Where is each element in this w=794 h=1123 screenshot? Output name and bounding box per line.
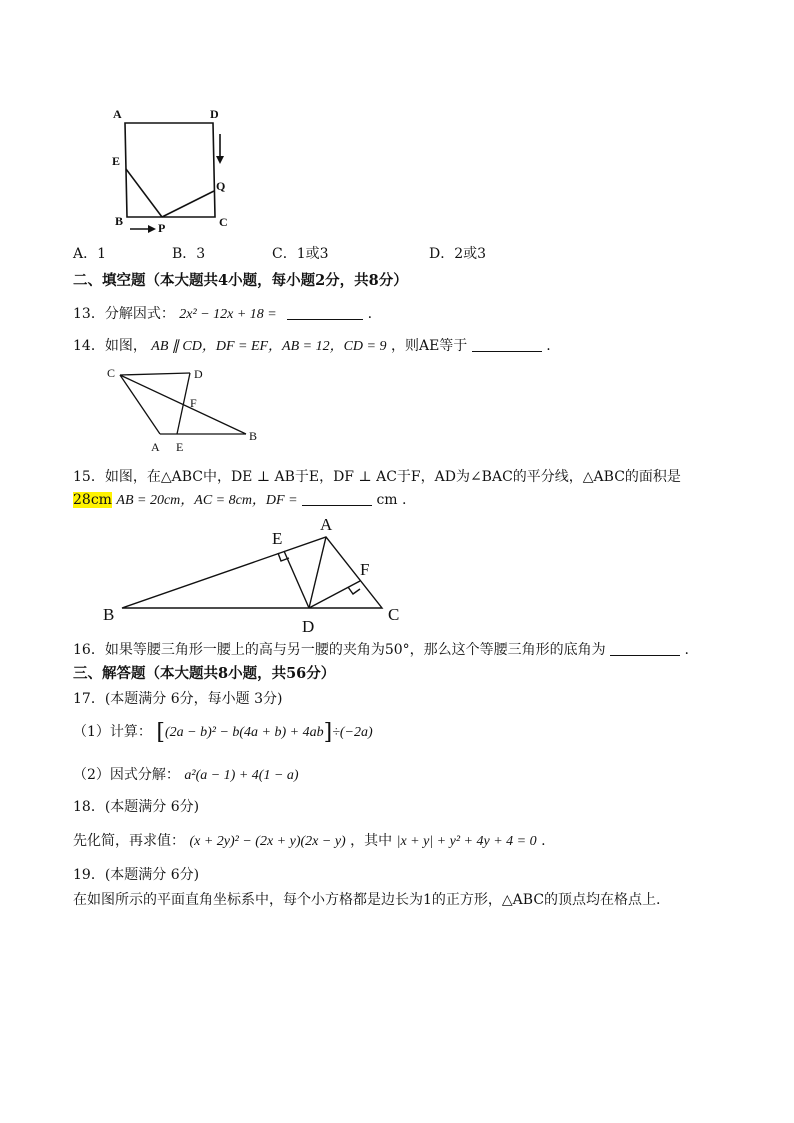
q18-mid: ，其中 [350,833,393,849]
q15-area-highlight: 28cm [73,492,112,508]
label-b: B [115,214,124,228]
right-bracket: ] [323,720,333,745]
q17-part1-inner: (2a − b)² − b(4a + b) + 4ab [164,725,324,740]
label-q: Q [216,179,226,193]
q18-prefix: 先化简，再求值： [73,833,185,849]
q15-label-f: F [360,560,370,579]
section-fill-blank-title: 二、填空题（本大题共4小题，每小题2分，共8分） [73,272,408,289]
q16-answer-blank[interactable] [610,641,680,656]
segment-df [309,581,360,608]
question-15-line1: 15．如图，在△ABC中，DE ⊥ AB于E，DF ⊥ AC于F，AD为∠BAC的平分线，△ABC的面积是 [73,469,681,485]
label-c: C [219,215,228,229]
segment-ad [309,537,326,608]
q15-label-a: A [320,515,333,534]
left-bracket: [ [156,720,165,745]
q17-header: 17．(本题满分 6分，每小题 3分) [73,691,283,707]
q14-ask: ，则AE等于 [390,338,468,354]
section-solutions-title: 三、解答题（本大题共8小题，共56分） [73,665,336,682]
triangle-abc [122,537,382,608]
q15-conditions: AB = 20cm，AC = 8cm，DF = [116,493,298,508]
q17-part2-expression: a²(a − 1) + 4(1 − a) [184,768,299,783]
q19-header: 19．(本题满分 6分) [73,867,200,883]
q14-suffix: . [546,338,551,354]
q19-text: 在如图所示的平面直角坐标系中，每个小方格都是边长为1的正方形，△ABC的顶点均在格点上. [73,892,661,908]
right-angle-f [348,587,360,594]
q16-suffix: . [684,642,689,658]
q15-unit: cm . [376,492,407,508]
label-p: P [158,221,166,235]
q17-part1-tail: ÷(−2a) [332,725,373,740]
q16-text: 16．如果等腰三角形一腰上的高与另一腰的夹角为50°，那么这个等腰三角形的底角为 [73,642,606,658]
q18-header: 18．(本题满分 6分) [73,799,200,815]
q17-part1-label: （1）计算： [73,724,152,740]
q17-part1 [73,722,373,743]
q17-part2 [73,765,299,786]
q14-label-b: B [249,429,258,443]
label-e: E [112,154,121,168]
label-a: A [113,107,122,121]
option-c: C．1或3 [272,246,329,262]
q14-label-c: C [107,366,116,380]
q18-condition: |x + y| + y² + 4y + 4 = 0 [396,834,537,849]
label-d: D [210,107,219,121]
q17-part2-label: （2）因式分解： [73,767,180,783]
option-b: B．3 [172,246,206,262]
option-d: D．2或3 [429,246,487,262]
q15-label-d: D [302,617,315,636]
q13-suffix: . [367,306,373,322]
q14-label-f: F [190,396,197,410]
option-a: A．1 [73,246,107,262]
q15-label-b: B [103,605,115,624]
q18-suffix: . [541,833,546,849]
q14-conditions: AB ∥ CD，DF = EF，AB = 12，CD = 9 [151,339,387,354]
q14-label-a: A [151,440,160,454]
q18-expression: (x + 2y)² − (2x + y)(2x − y) [189,834,346,849]
q14-label-e: E [176,440,184,454]
question-16 [73,640,689,660]
q13-prefix: 13．分解因式： [73,306,175,322]
q13-expression: 2x² − 12x + 18 = [179,307,277,322]
q15-label-e: E [272,529,283,548]
q14-prefix: 14．如图， [73,338,147,354]
q15-label-c: C [388,605,400,624]
segment-de [284,551,309,608]
q14-label-d: D [194,367,203,381]
q18-body [73,831,546,852]
